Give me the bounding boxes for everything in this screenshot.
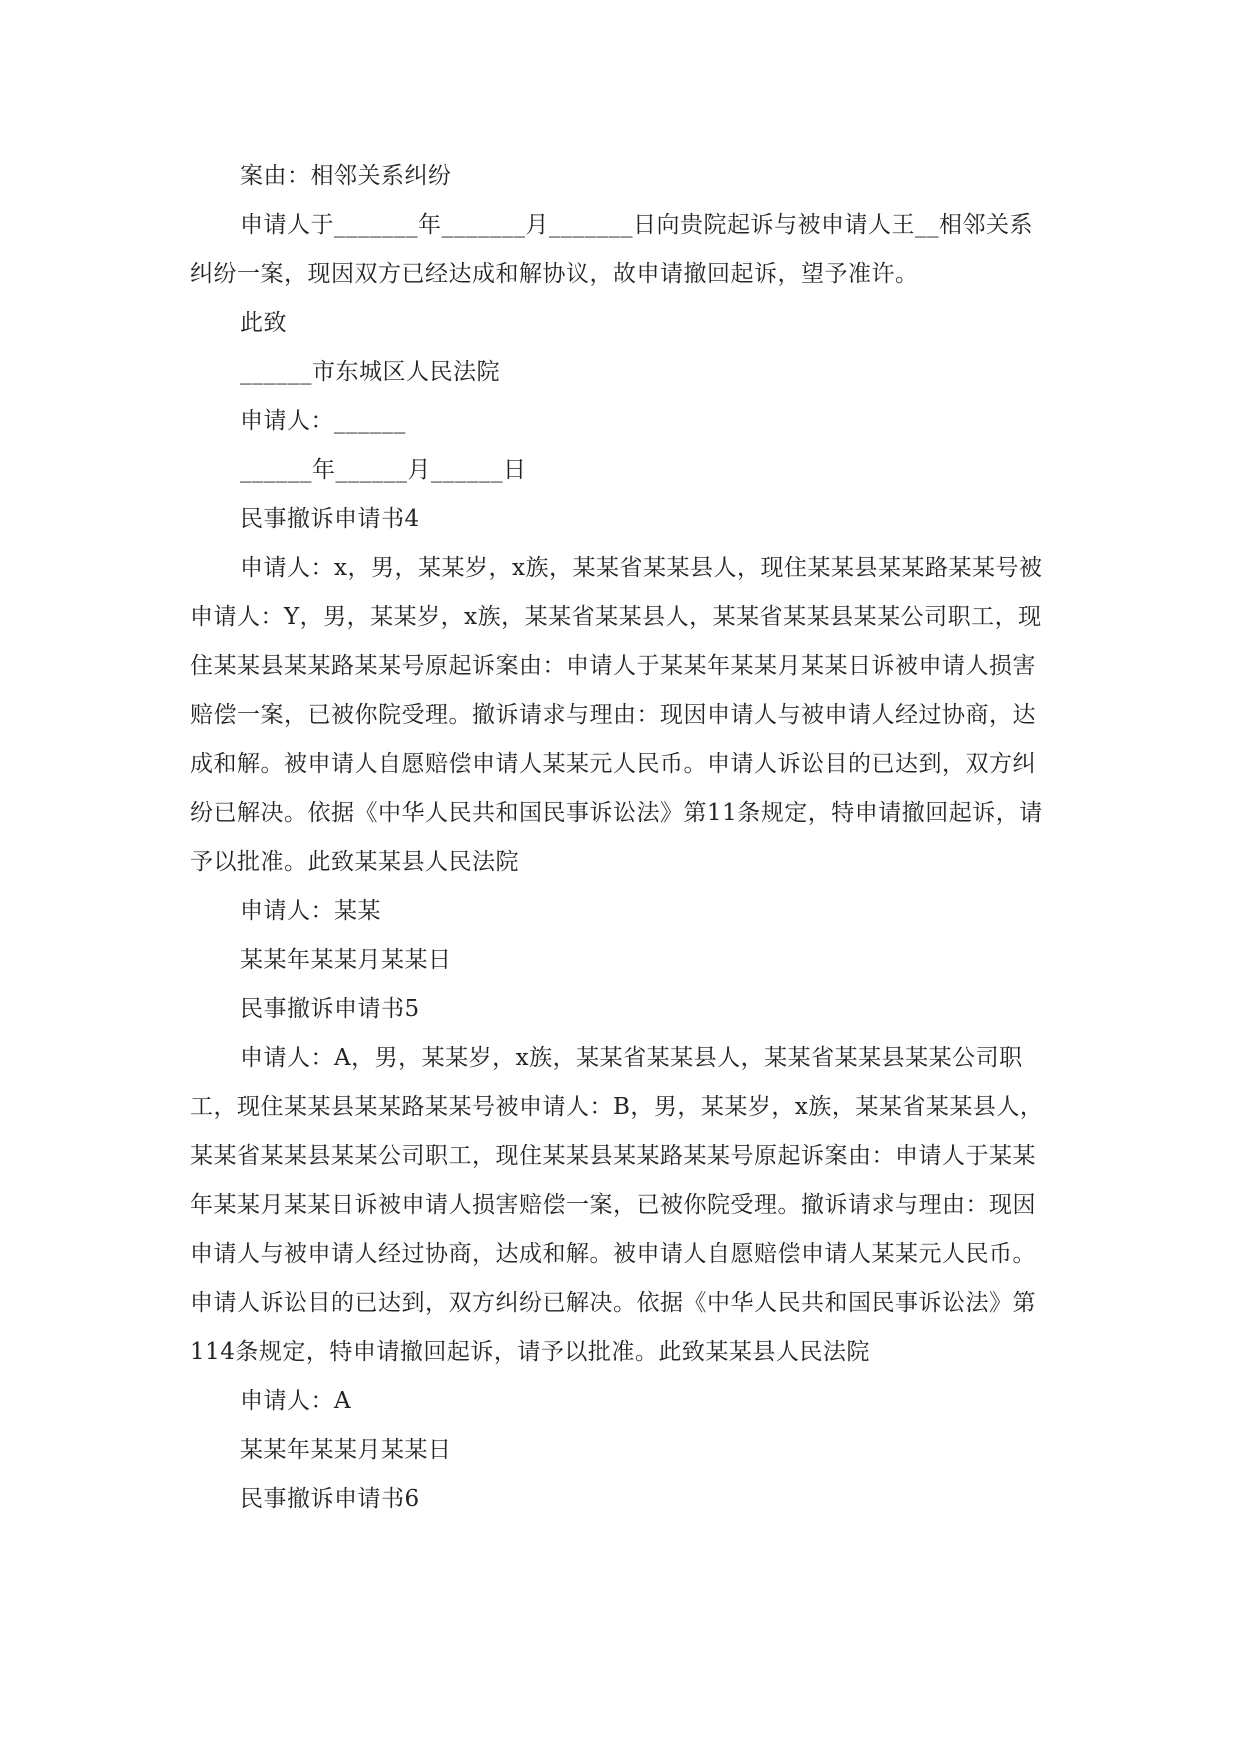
date-line: ______年______月______日 [240, 457, 527, 483]
section-4-date: 某某年某某月某某日 [240, 947, 452, 973]
section-heading-6: 民事撤诉申请书6 [240, 1486, 420, 1512]
withdrawal-request-paragraph: 申请人于_______年_______月_______日向贵院起诉与被申请人王__相邻关系纠纷一案，现因双方已经达成和解协议，故申请撤回起诉，望予准许。 [190, 212, 1033, 287]
document-body [190, 152, 1050, 1524]
salutation: 此致 [240, 310, 287, 336]
court-name-line: ______市东城区人民法院 [240, 359, 500, 385]
section-5-date: 某某年某某月某某日 [240, 1437, 452, 1463]
section-4-applicant: 申请人：某某 [240, 898, 381, 924]
section-heading-4: 民事撤诉申请书4 [240, 506, 420, 532]
section-heading-5: 民事撤诉申请书5 [240, 996, 420, 1022]
applicant-signature-line: 申请人：______ [240, 408, 406, 434]
section-5-body: 申请人：A，男，某某岁，x族，某某省某某县人，某某省某某县某某公司职工，现住某某县某某路某某号被申请人：B，男，某某岁，x族，某某省某某县人，某某省某某县某某公司职工，现住某某县某某路某某号原起诉案由：申请人于某某年某某月某某日诉被申请人损害赔偿一案，已被你院受理。撤诉请求与理由：现因申请人与被申请人经过协商，达成和解。被申请人自愿赔偿申请人某某元人民币。申请人诉讼目的已达到，双方纠纷已解决。依据《中华人民共和国民事诉讼法》第114条规定，特申请撤回起诉，请予以批准。此致某某县人民法院 [190, 1045, 1044, 1365]
section-4-body: 申请人：x，男，某某岁，x族，某某省某某县人，现住某某县某某路某某号被申请人：Y，男，某某岁，x族，某某省某某县人，某某省某某县某某公司职工，现住某某县某某路某某号原起诉案由：申请人于某某年某某月某某日诉被申请人损害赔偿一案，已被你院受理。撤诉请求与理由：现因申请人与被申请人经过协商，达成和解。被申请人自愿赔偿申请人某某元人民币。申请人诉讼目的已达到，双方纠纷已解决。依据《中华人民共和国民事诉讼法》第11条规定，特申请撤回起诉，请予以批准。此致某某县人民法院 [190, 555, 1043, 875]
section-5-applicant: 申请人：A [240, 1388, 352, 1414]
case-cause-line: 案由：相邻关系纠纷 [240, 163, 452, 189]
